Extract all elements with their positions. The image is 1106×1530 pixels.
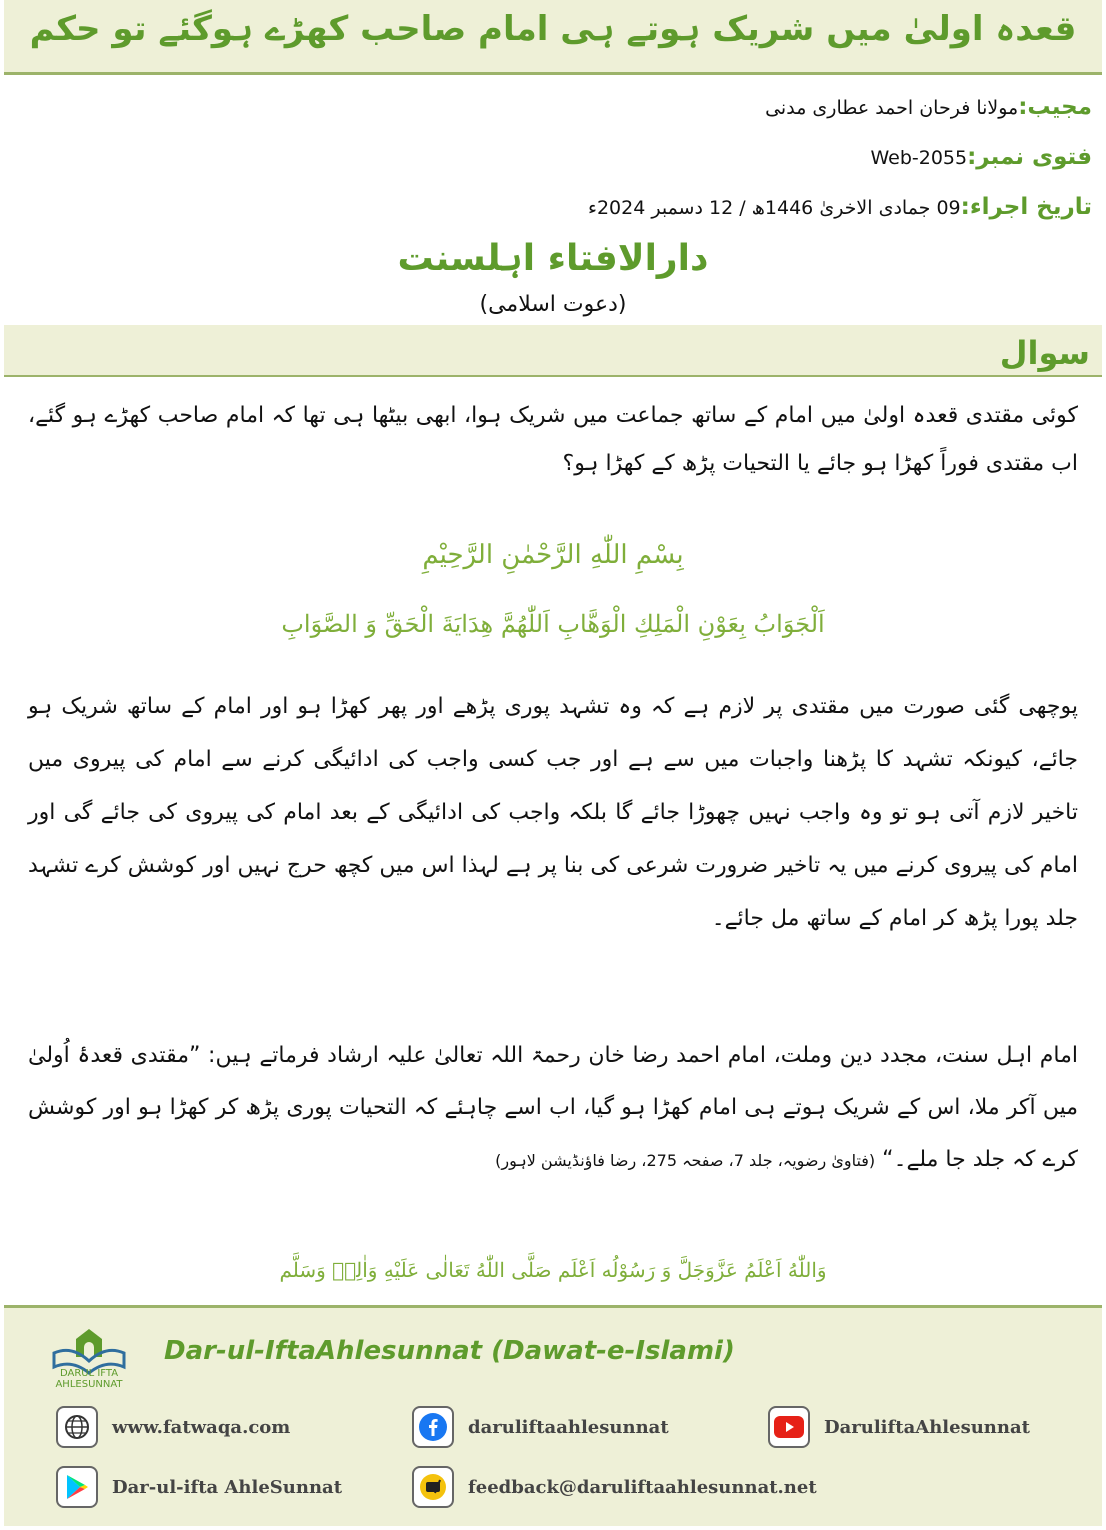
facebook-icon xyxy=(412,1406,454,1448)
mujeeb-line xyxy=(765,94,1092,120)
mujeeb-label: مجیب: xyxy=(1018,94,1092,120)
question-band xyxy=(4,325,1102,377)
jawab-opening: اَلْجَوَابُ بِعَوْنِ الْمَلِكِ الْوَهَّابِ اَللّٰهُمَّ هِدَايَةَ الْحَقِّ وَ الصَّوَابِ xyxy=(281,610,825,638)
playstore-link[interactable] xyxy=(56,1466,342,1508)
fatwa-number-label: فتوی نمبر: xyxy=(967,144,1092,170)
answer-paragraph-2 xyxy=(28,1030,1078,1187)
question-heading: سوال xyxy=(999,334,1090,372)
footer xyxy=(4,1305,1102,1526)
feedback-icon xyxy=(412,1466,454,1508)
closing-dua: وَاللّٰهُ اَعْلَمُ عَزَّوَجَلَّ وَ رَسُوْلُه اَعْلَم صَلَّی اللّٰهُ تَعَالٰی عَلَيْهِ وَاٰلِهٖ وَسَلَّم xyxy=(279,1258,827,1282)
date-value: 09 جمادی الاخریٰ 1446ھ / 12 دسمبر 2024ء xyxy=(588,197,961,219)
playstore-text: Dar-ul-ifta AhleSunnat xyxy=(112,1476,343,1498)
fatwa-number-value: Web-2055 xyxy=(870,147,968,169)
mujeeb-value: مولانا فرحان احمد عطاری مدنی xyxy=(765,97,1019,119)
date-label: تاریخ اجراء: xyxy=(960,194,1092,220)
fatwa-number-line xyxy=(870,144,1092,170)
youtube-link[interactable] xyxy=(768,1406,1030,1448)
youtube-icon xyxy=(768,1406,810,1448)
globe-icon xyxy=(56,1406,98,1448)
footer-brand: Dar-ul-IftaAhlesunnat (Dawat-e-Islami) xyxy=(164,1336,735,1366)
bismillah: بِسْمِ اللّٰهِ الرَّحْمٰنِ الرَّحِيْمِ xyxy=(422,540,684,570)
institution-subtitle: (دعوت اسلامی) xyxy=(479,292,627,317)
answer-quote: امام اہل سنت، مجدد دین وملت، امام احمد رضا خان رحمۃ اللہ تعالیٰ علیہ ارشاد فرماتے ہیں: ”مقتدی قعدۂ اُولیٰ میں آکر ملا، اس کے شریک ہوتے ہی امام کھڑا ہو گیا، اب اسے چاہئے کہ التحیات پوری پڑھ کر کھڑا ہو اور کوشش کرے کہ جلد جا ملے۔“ xyxy=(28,1043,1078,1172)
answer-paragraph-1: پوچھی گئی صورت میں مقتدی پر لازم ہے کہ وہ تشہد پوری پڑھے اور پھر کھڑا ہو اور امام کے ساتھ شریک ہو جائے، کیونکہ تشہد کا پڑھنا واجبات میں سے ہے اور جب کسی واجب کی ادائیگی کرنے سے امام کی پیروی میں تاخیر لازم آتی ہو تو وہ واجب نہیں چھوڑا جائے گا بلکہ واجب کی ادائیگی کے بعد امام کی پیروی کی جائے گی اور امام کی پیروی کرنے میں یہ تاخیر ضرورت شرعی کی بنا پر ہے لہذا اس میں کچھ حرج نہیں اور کوشش کرے تشہد جلد پورا پڑھ کر امام کے ساتھ مل جائے۔ xyxy=(28,694,1078,931)
website-link[interactable] xyxy=(56,1406,290,1448)
institution-name: دارالافتاء اہلسنت xyxy=(397,238,709,279)
play-store-icon xyxy=(56,1466,98,1508)
email-text: feedback@daruliftaahlesunnat.net xyxy=(468,1476,817,1498)
date-line xyxy=(588,194,1092,220)
youtube-text: DaruliftaAhlesunnat xyxy=(824,1416,1030,1438)
question-text: کوئی مقتدی قعدہ اولیٰ میں امام کے ساتھ جماعت میں شریک ہوا، ابھی بیٹھا ہی تھا کہ امام صاحب کھڑے ہو گئے، اب مقتدی فوراً کھڑا ہو جائے یا التحیات پڑھ کے کھڑا ہو؟ xyxy=(28,403,1078,476)
facebook-link[interactable] xyxy=(412,1406,669,1448)
logo-caption: DARUL IFTA AHLESUNNAT xyxy=(55,1368,123,1390)
facebook-text: daruliftaahlesunnat xyxy=(468,1416,669,1438)
email-link[interactable] xyxy=(412,1466,817,1508)
website-text: www.fatwaqa.com xyxy=(112,1416,291,1438)
citation: (فتاویٰ رضویہ، جلد 7، صفحہ 275، رضا فاؤنڈیشن لاہور) xyxy=(495,1151,876,1170)
page-title: قعدہ اولیٰ میں شریک ہوتے ہی امام صاحب کھڑے ہوگئے تو حکم xyxy=(29,9,1077,49)
